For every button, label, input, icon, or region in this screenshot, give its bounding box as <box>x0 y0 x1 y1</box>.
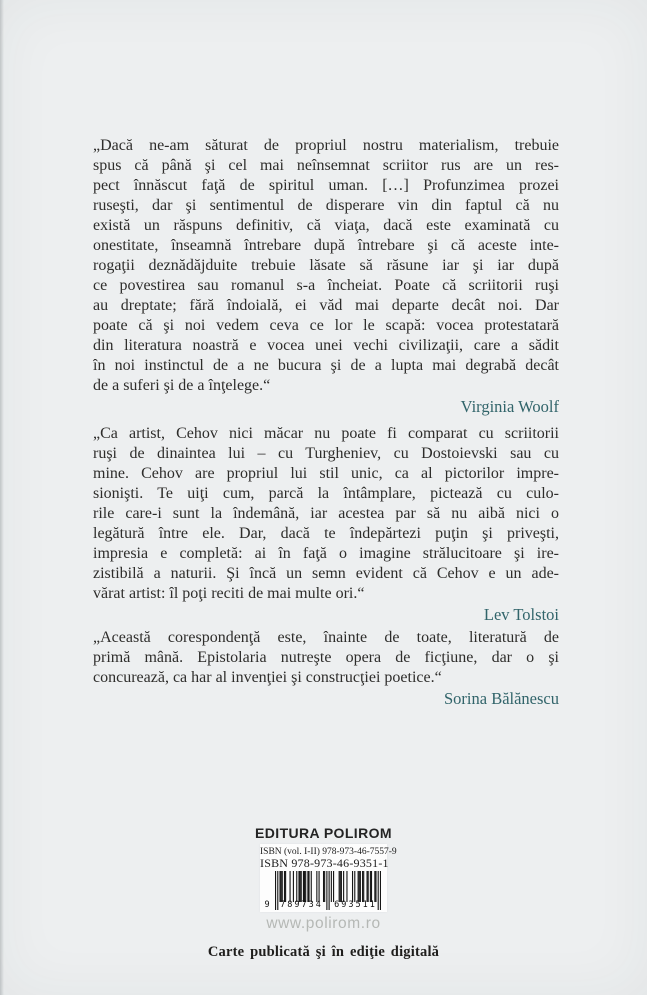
quote-line: poate că şi noi vedem ceva ce lor le scapă: vocea protestatară <box>93 317 559 334</box>
barcode-digits-right: 693511 <box>334 900 377 910</box>
isbn-text: ISBN 978-973-46-9351-1 <box>260 856 389 870</box>
publisher-block <box>0 826 647 960</box>
publisher-name: EDITURA POLIROM <box>255 825 392 841</box>
quote-line: „Dacă ne-am săturat de propriul nostru materialism, trebuie <box>93 137 559 154</box>
quote-line: în noi instinctul de a ne bucura şi de a lupta mai degrabă decât <box>93 357 559 374</box>
quote-line: primă mână. Epistolaria nutreşte opera de ficţiune, dar o şi <box>93 649 559 666</box>
quote-line: spus că până şi cel mai neînsemnat scriitor rus are un res- <box>93 157 559 174</box>
quote-lev-tolstoi <box>93 424 559 624</box>
publisher-website: www.polirom.ro <box>266 915 381 932</box>
quote-line: vărat artist: îl poţi reciti de mai multe ori.“ <box>93 585 365 602</box>
quote-sorina-balanescu <box>93 628 559 708</box>
isbn-vol-text: ISBN (vol. I-II) 978-973-46-7557-9 <box>260 847 397 857</box>
quote-virginia-woolf <box>93 136 559 416</box>
quote-line: mine. Cehov are propriul lui stil unic, ca al pictorilor impre- <box>93 465 559 482</box>
quote-line: sionişti. Te uiţi cum, parcă la întâmplare, pictează cu culo- <box>93 485 559 502</box>
quote-attribution: Lev Tolstoi <box>483 605 559 624</box>
quote-line: zistibilă a naturii. Şi încă un semn evident că Cehov e un ade- <box>93 565 559 582</box>
quote-line: rile care-i sunt la îndemână, iar acestea par să nu aibă nici o <box>93 505 559 522</box>
digital-edition-note: Carte publicată şi în ediţie digitală <box>207 944 440 960</box>
quote-line: există un răspuns definitiv, că viaţa, dacă este examinată cu <box>93 217 559 234</box>
barcode-digit-first: 9 <box>264 900 270 910</box>
quote-line: legătură între ele. Dar, dacă te îndepărtezi puţin şi priveşti, <box>93 525 559 542</box>
quote-line: au dreptate; fără îndoială, ei văd mai departe decât noi. Dar <box>93 297 559 314</box>
quote-line: din literatura noastră e vocea unei vechi civilizaţii, care a sădit <box>93 337 559 354</box>
quote-line: concurează, ca har al invenţiei şi construcţiei poetice.“ <box>93 669 442 686</box>
quote-line: ruseşti, dar şi sentimentul de disperare vin din faptul că nu <box>93 197 559 214</box>
quote-line: de a suferi şi de a înţelege.“ <box>93 377 271 394</box>
quote-line: „Această corespondenţă este, înainte de toate, literatură de <box>93 629 559 646</box>
quote-line: ruşi de dinaintea lui – cu Turgheniev, cu Dostoievski sau cu <box>93 445 559 462</box>
quote-attribution: Virginia Woolf <box>460 397 559 416</box>
quote-attribution: Sorina Bălănescu <box>443 689 559 708</box>
barcode-digits-left: 789734 <box>280 900 323 910</box>
ean13-barcode <box>265 871 383 910</box>
isbn-barcode-box <box>260 844 397 912</box>
quote-line: pect înnăscut faţă de spiritul uman. […] Profunzimea prozei <box>93 177 559 194</box>
quote-line: ce povestirea sau romanul s-a încheiat. Poate că scriitorii ruşi <box>93 277 559 294</box>
quote-line: rogaţii deznădăjduite trebuie lăsate să răsune iar şi iar după <box>93 257 559 274</box>
barcode-digits <box>265 901 383 910</box>
quote-line: impresia e completă: ai în faţă o imagine strălucitoare şi ire- <box>93 545 559 562</box>
quote-line: onestitate, înseamnă întrebare după întrebare şi că aceste inte- <box>93 237 559 254</box>
quote-line: „Ca artist, Cehov nici măcar nu poate fi comparat cu scriitorii <box>93 425 559 442</box>
